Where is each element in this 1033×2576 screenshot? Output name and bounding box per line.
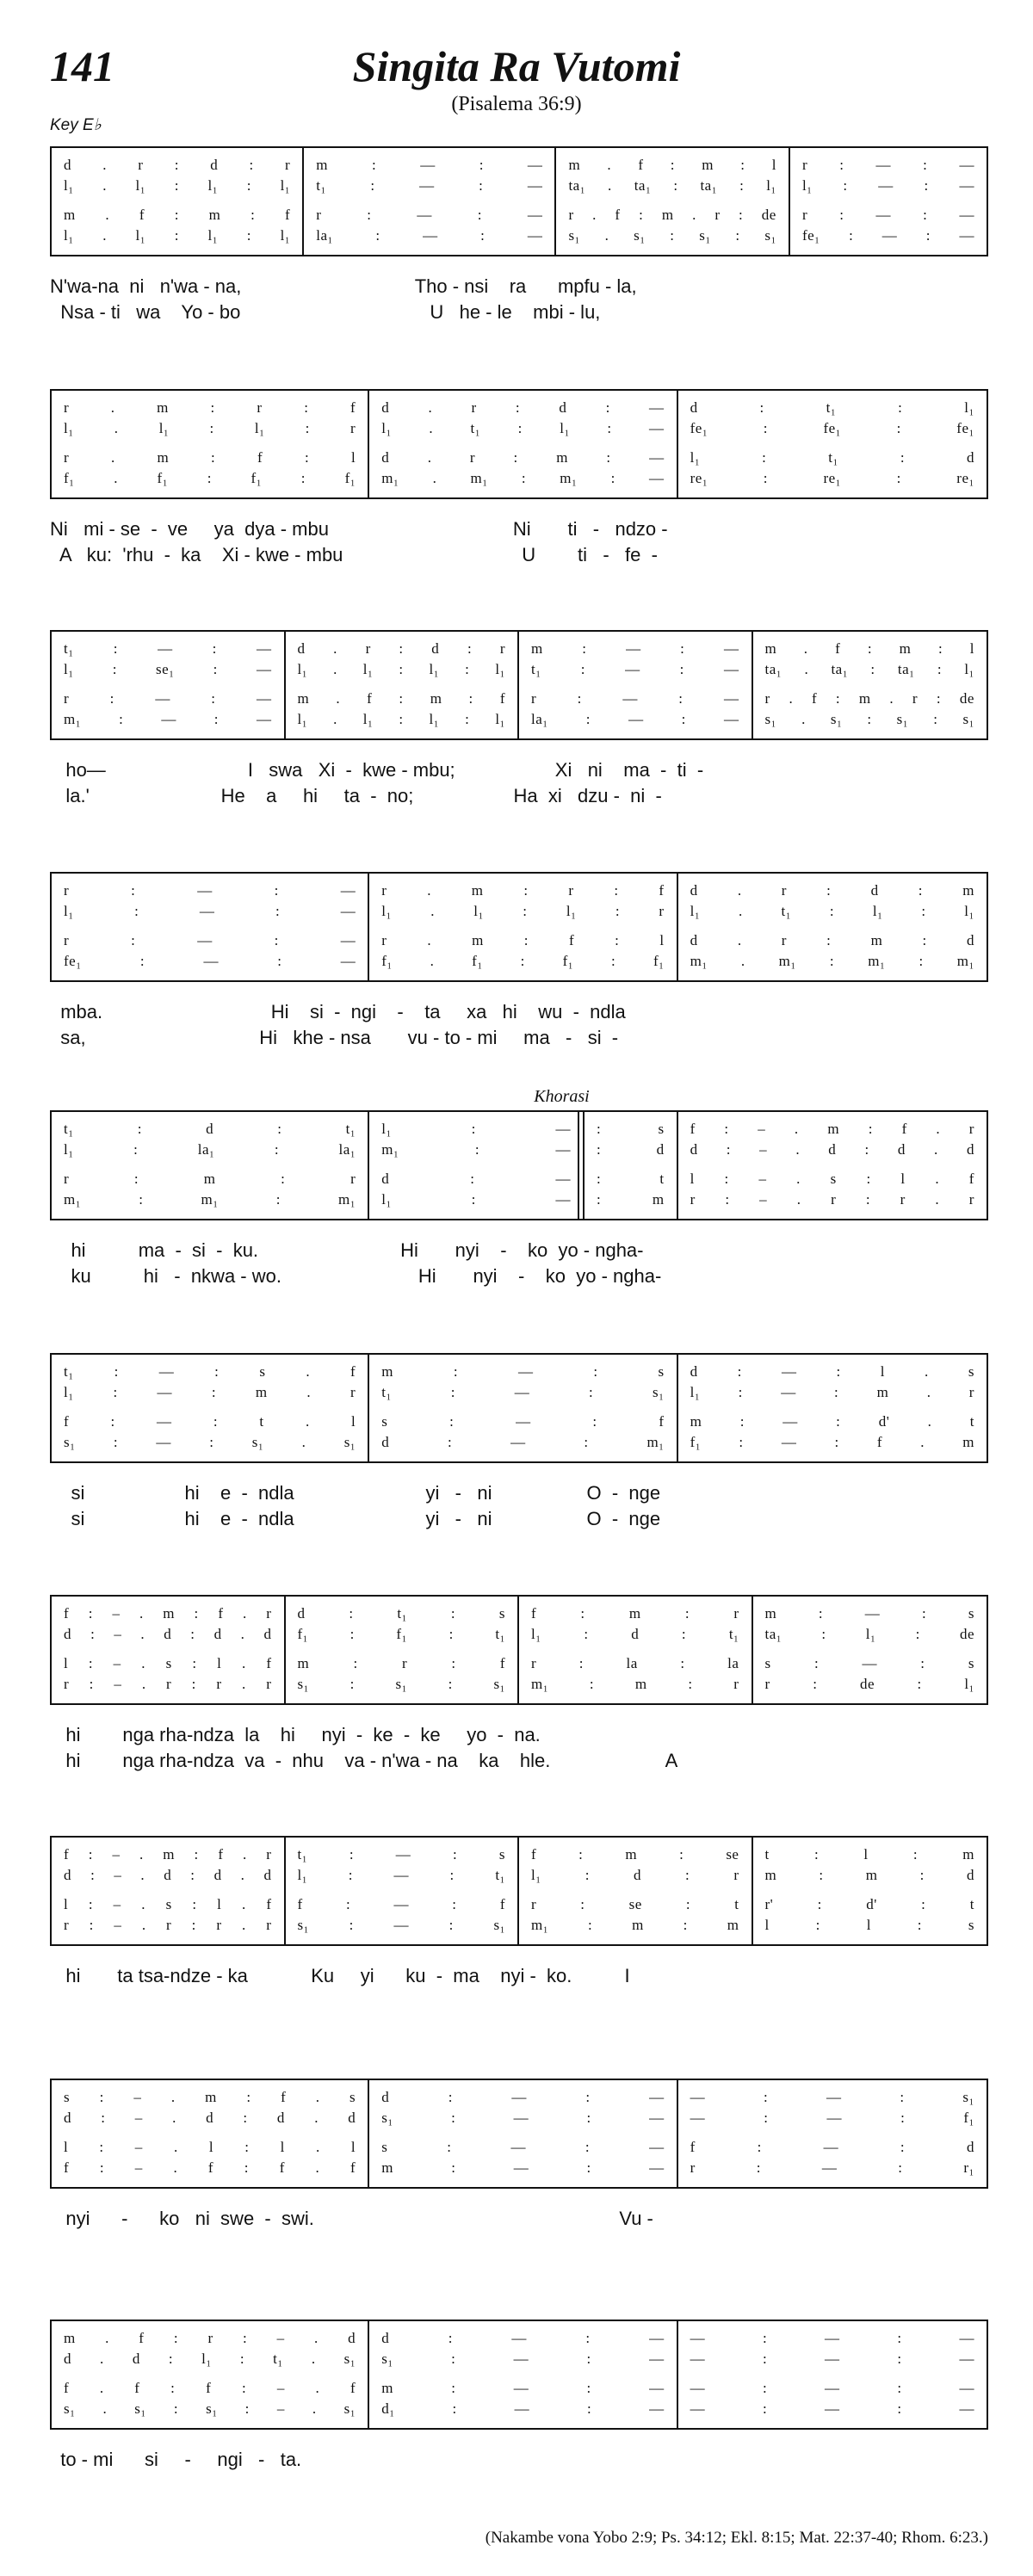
voice-line: l₁ . l₁ : l₁ : r (64, 420, 356, 436)
lyric-line: si hi e - ndla yi - ni O - nge (50, 1482, 661, 1504)
measure (369, 2321, 677, 2428)
voice-line: r : la : la (531, 1655, 739, 1671)
staff (50, 389, 988, 499)
footnote: (Nakambe vona Yobo 2:9; Ps. 34:12; Ekl. 8:15; Mat. 22:37-40; Rhom. 6:23.) (485, 2529, 988, 2547)
voice-line: r' : d' : t (764, 1896, 974, 1912)
voice-line: d . r : d : r (64, 157, 291, 173)
voice-line: l : – . s : l . f (64, 1896, 272, 1912)
voice-line: r : — : — (801, 207, 974, 223)
lyric-line: N'wa-na ni n'wa - na, Tho - nsi ra mpfu - la, (50, 275, 637, 297)
voice-line: r . m : r : f (381, 882, 665, 899)
voice-line: t₁ : — : s₁ (381, 1384, 665, 1400)
voice-line: d . r : m : — (381, 449, 665, 466)
voice-line: m₁ : m : m (531, 1917, 739, 1933)
lyric-line: to - mi si - ngi - ta. (50, 2449, 302, 2470)
music-system (50, 1353, 988, 1534)
chorus-label: Khorasi (534, 1087, 590, 1106)
measure (52, 1112, 369, 1219)
music-system (50, 2320, 988, 2474)
voice-line: d : — (381, 1171, 571, 1187)
measure (286, 1838, 520, 1944)
voice-line: f₁ : f₁ : t₁ (297, 1626, 505, 1642)
voice-line: fe₁ : fe₁ : fe₁ (690, 420, 974, 436)
lyric-line: hi nga rha-ndza la hi nyi - ke - ke yo - na. (50, 1724, 541, 1745)
voice-line: t₁ : — : s . f (64, 1363, 356, 1380)
voice-line: d : — : m₁ (381, 1434, 665, 1450)
measure (304, 148, 556, 255)
voice-line: d : – . d : d . d (64, 2110, 356, 2126)
measure (678, 1112, 987, 1219)
voice-line: l₁ : — : m . r (64, 1384, 356, 1400)
hymn-number: 141 (50, 42, 114, 90)
voice-line: m₁ . m₁ : m₁ : m₁ (690, 953, 974, 969)
voice-line: l : l : s (764, 1917, 974, 1933)
voice-line: fe₁ : — : — (64, 953, 356, 969)
voice-line: r . m : f : l (64, 449, 356, 466)
staff (50, 2079, 988, 2189)
measure (52, 148, 304, 255)
lyric-line: ku hi - nkwa - wo. Hi nyi - ko yo - ngha- (50, 1265, 662, 1287)
voice-line: f : — : f (297, 1896, 505, 1912)
voice-line: s : — : f (381, 1413, 665, 1430)
voice-line: f : – . m : f . r (64, 1846, 272, 1863)
staff (50, 630, 988, 740)
voice-line: r : – . r : r . r (690, 1191, 974, 1208)
voice-line: s₁ . s₁ : s₁ : – . s₁ (64, 2400, 356, 2417)
measure (753, 632, 987, 738)
voice-line: l₁ : d : t₁ (531, 1626, 739, 1642)
voice-line: l₁ : t₁ : d (690, 449, 974, 466)
voice-line: — : — : — (690, 2400, 974, 2417)
lyrics (50, 1239, 988, 1291)
voice-line: l₁ . t₁ : l₁ : l₁ (690, 903, 974, 919)
voice-line: r . f : m . r : de (764, 690, 974, 707)
voice-line: r : — : — (801, 157, 974, 173)
voice-line: l₁ . l₁ : l₁ : l₁ (64, 227, 291, 244)
voice-line: s : – . m : f . s (64, 2089, 356, 2105)
voice-line: d . r : d : r (297, 640, 505, 657)
voice-line: d . r : d : m (690, 882, 974, 899)
music-system (50, 872, 988, 1053)
staff (50, 2320, 988, 2430)
measure (369, 1112, 585, 1219)
voice-line: d : t₁ : s (297, 1605, 505, 1622)
measure (585, 1112, 678, 1219)
voice-line: d : t₁ : l₁ (690, 399, 974, 416)
voice-line: l : – . s : l . f (690, 1171, 974, 1187)
voice-line: l₁ : — : — (801, 177, 974, 194)
voice-line: r : de : l₁ (764, 1676, 974, 1692)
voice-line: f : – . f : f . f (64, 2159, 356, 2176)
music-system (50, 1595, 988, 1776)
lyrics (50, 1965, 988, 1991)
voice-line: m₁ : — (381, 1141, 571, 1158)
voice-line: l : – . s : l . f (64, 1655, 272, 1671)
voice-line: f : m : r (531, 1605, 739, 1622)
lyric-line: ho— I swa Xi - kwe - mbu; Xi ni ma - ti - (50, 759, 704, 781)
voice-line: l₁ : — : — (64, 903, 356, 919)
measure (52, 1838, 286, 1944)
voice-line: ta₁ . ta₁ : ta₁ : l₁ (568, 177, 776, 194)
voice-line: d . d : l₁ : t₁ . s₁ (64, 2351, 356, 2367)
voice-line: r : – . r : r . r (64, 1676, 272, 1692)
voice-line: r : – . r : r . r (64, 1917, 272, 1933)
voice-line: l₁ . t₁ : l₁ : — (381, 420, 665, 436)
voice-line: l₁ . l₁ : l₁ : l₁ (64, 177, 291, 194)
lyric-line: hi nga rha-ndza va - nhu va - n'wa - na ka hle. A (50, 1750, 678, 1771)
measure (52, 2080, 369, 2187)
voice-line: : t (597, 1171, 665, 1187)
voice-line: l₁ : — (381, 1191, 571, 1208)
music-system (50, 389, 988, 570)
voice-line: fe₁ : — : — (801, 227, 974, 244)
measure (52, 391, 369, 497)
lyrics (50, 759, 988, 811)
measure (286, 632, 520, 738)
voice-line: m : r : f (297, 1655, 505, 1671)
voice-line: l₁ : — (381, 1121, 571, 1137)
voice-line: — : — : — (690, 2330, 974, 2346)
measure (678, 2080, 987, 2187)
voice-line: m : m : d (764, 1867, 974, 1883)
voice-line: f₁ . f₁ : f₁ : f₁ (64, 470, 356, 486)
lyrics (50, 2208, 988, 2233)
music-system (50, 1110, 988, 1291)
voice-line: f₁ . f₁ : f₁ : f₁ (381, 953, 665, 969)
voice-line: ta₁ . ta₁ : ta₁ : l₁ (764, 661, 974, 677)
staff (50, 872, 988, 982)
measure (753, 1597, 987, 1703)
measure (52, 1597, 286, 1703)
voice-line: m : — : — (531, 640, 739, 657)
voice-line: : m (597, 1191, 665, 1208)
hymn-title: Singita Ra Vutomi (352, 42, 681, 90)
measure (753, 1838, 987, 1944)
voice-line: t₁ : d : t₁ (64, 1121, 356, 1137)
measure (52, 874, 369, 980)
voice-line: t₁ : — : — (316, 177, 543, 194)
measure (519, 1838, 753, 1944)
lyrics (50, 518, 988, 570)
measure (678, 874, 987, 980)
measure (52, 2321, 369, 2428)
voice-line: m : — : — (381, 2159, 665, 2176)
key-signature: Key E♭ (50, 116, 102, 134)
hymn-subtitle: (Pisalema 36:9) (451, 93, 582, 115)
voice-line: r . m : f : l (381, 932, 665, 948)
measure (519, 1597, 753, 1703)
music-system (50, 146, 988, 327)
lyric-line: hi ta tsa-ndze - ka Ku yi ku - ma nyi - ko. I (50, 1965, 630, 1986)
voice-line: l : – . l : l . l (64, 2139, 356, 2155)
voice-line: m : — : d' . t (690, 1413, 974, 1430)
voice-line: m : — : — (381, 2380, 665, 2396)
voice-line: m₁ : m₁ : m₁ (64, 1191, 356, 1208)
voice-line: m : — : — (316, 157, 543, 173)
voice-line: — : — : s₁ (690, 2089, 974, 2105)
voice-line: l₁ . l₁ : l₁ : l₁ (297, 661, 505, 677)
lyric-line: nyi - ko ni swe - swi. Vu - (50, 2208, 653, 2229)
voice-line: s₁ : s₁ : s₁ (297, 1676, 505, 1692)
voice-line: f₁ : — : f . m (690, 1434, 974, 1450)
voice-line: d : — : — (381, 2330, 665, 2346)
voice-line: s₁ : — : — (381, 2351, 665, 2367)
voice-line: r . m : r : f (64, 399, 356, 416)
voice-line: t : l : m (764, 1846, 974, 1863)
voice-line: — : — : f₁ (690, 2110, 974, 2126)
voice-line: l₁ . l₁ : l₁ : r (381, 903, 665, 919)
voice-line: l₁ . l₁ : l₁ : l₁ (297, 711, 505, 727)
voice-line: r : — : — (64, 882, 356, 899)
measure (678, 391, 987, 497)
voice-line: m . f : m : l (764, 640, 974, 657)
lyric-line: Nsa - ti wa Yo - bo U he - le mbi - lu, (50, 301, 601, 323)
voice-line: — : — : — (690, 2351, 974, 2367)
voice-line: r : se : t (531, 1896, 739, 1912)
voice-line: l₁ : se₁ : — (64, 661, 272, 677)
measure (369, 391, 677, 497)
music-system (50, 630, 988, 811)
voice-line: f : m : se (531, 1846, 739, 1863)
voice-line: m₁ . m₁ : m₁ : — (381, 470, 665, 486)
voice-line: t₁ : — : s (297, 1846, 505, 1863)
voice-line: d : – . d : d . d (690, 1141, 974, 1158)
voice-line: s : — : s (764, 1655, 974, 1671)
voice-line: r : — : — (316, 207, 543, 223)
voice-line: m . f : r : – . d (64, 2330, 356, 2346)
voice-line: t₁ : — : — (64, 640, 272, 657)
voice-line: f : – . m : f . r (690, 1121, 974, 1137)
lyrics (50, 1724, 988, 1776)
voice-line: r . f : m . r : de (568, 207, 776, 223)
voice-line: m . f : m : f (64, 207, 291, 223)
staff (50, 146, 988, 256)
voice-line: m . f : m : l (568, 157, 776, 173)
lyrics (50, 1482, 988, 1534)
voice-line: l₁ : d : r (531, 1867, 739, 1883)
lyric-line: Ni mi - se - ve ya dya - mbu Ni ti - ndzo - (50, 518, 668, 540)
voice-line: re₁ : re₁ : re₁ (690, 470, 974, 486)
voice-line: : s (597, 1121, 665, 1137)
staff (50, 1110, 988, 1220)
voice-line: d : – . d : d . d (64, 1626, 272, 1642)
voice-line: l₁ : — : t₁ (297, 1867, 505, 1883)
voice-line: f : – . m : f . r (64, 1605, 272, 1622)
voice-line: m : — : s (381, 1363, 665, 1380)
voice-line: d . r : d : — (381, 399, 665, 416)
lyric-line: sa, Hi khe - nsa vu - to - mi ma - si - (50, 1027, 619, 1048)
lyric-line: si hi e - ndla yi - ni O - nge (50, 1508, 661, 1529)
voice-line: s₁ : — : s₁ (297, 1917, 505, 1933)
voice-line: d : – . d : d . d (64, 1867, 272, 1883)
measure (52, 632, 286, 738)
measure (286, 1597, 520, 1703)
lyric-line: mba. Hi si - ngi - ta xa hi wu - ndla (50, 1001, 626, 1022)
voice-line: r : — : r₁ (690, 2159, 974, 2176)
voice-line: r : — : — (531, 690, 739, 707)
voice-line: d : — : — (381, 2089, 665, 2105)
staff (50, 1595, 988, 1705)
voice-line: s : — : — (381, 2139, 665, 2155)
voice-line: f . f : f : – . f (64, 2380, 356, 2396)
measure (678, 1355, 987, 1461)
voice-line: la₁ : — : — (531, 711, 739, 727)
voice-line: — : — : — (690, 2380, 974, 2396)
lyric-line: la.' He a hi ta - no; Ha xi dzu - ni - (50, 785, 662, 806)
measure (556, 148, 790, 255)
staff (50, 1836, 988, 1946)
voice-line: t₁ : — : — (531, 661, 739, 677)
measure (790, 148, 987, 255)
voice-line: m . f : m : f (297, 690, 505, 707)
voice-line: ta₁ : l₁ : de (764, 1626, 974, 1642)
voice-line: d : — : l . s (690, 1363, 974, 1380)
measure (369, 1355, 677, 1461)
voice-line: r : — : — (64, 932, 356, 948)
lyrics (50, 1001, 988, 1053)
voice-line: l₁ : — : m . r (690, 1384, 974, 1400)
voice-line: f : — : d (690, 2139, 974, 2155)
lyric-line: A ku: 'rhu - ka Xi - kwe - mbu U ti - fe - (50, 544, 658, 565)
voice-line: s₁ . s₁ : s₁ : s₁ (568, 227, 776, 244)
voice-line: d . r : m : d (690, 932, 974, 948)
staff (50, 1353, 988, 1463)
measure (678, 2321, 987, 2428)
voice-line: m : — : s (764, 1605, 974, 1622)
voice-line: f : — : t . l (64, 1413, 356, 1430)
measure (519, 632, 753, 738)
voice-line: s₁ : — : s₁ . s₁ (64, 1434, 356, 1450)
voice-line: m₁ : — : — (64, 711, 272, 727)
music-system (50, 2079, 988, 2233)
voice-line: s₁ : — : — (381, 2110, 665, 2126)
voice-line: r : — : — (64, 690, 272, 707)
voice-line: : d (597, 1141, 665, 1158)
lyric-line: hi ma - si - ku. Hi nyi - ko yo - ngha- (50, 1239, 644, 1261)
voice-line: la₁ : — : — (316, 227, 543, 244)
voice-line: s₁ . s₁ : s₁ : s₁ (764, 711, 974, 727)
lyrics (50, 2449, 988, 2474)
music-system (50, 1836, 988, 1991)
measure (369, 2080, 677, 2187)
voice-line: m₁ : m : r (531, 1676, 739, 1692)
measure (369, 874, 677, 980)
voice-line: l₁ : la₁ : la₁ (64, 1141, 356, 1158)
voice-line: r : m : r (64, 1171, 356, 1187)
lyrics (50, 275, 988, 327)
voice-line: d₁ : — : — (381, 2400, 665, 2417)
measure (52, 1355, 369, 1461)
